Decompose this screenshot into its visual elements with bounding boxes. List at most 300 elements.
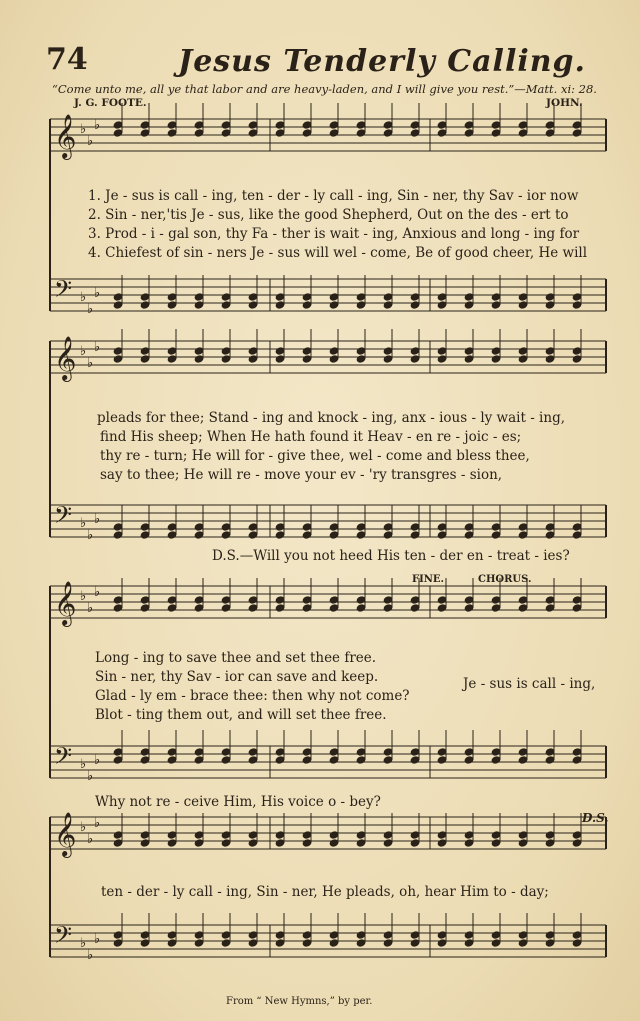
note-head <box>545 748 555 756</box>
note-head <box>383 604 393 612</box>
note-head <box>437 347 447 355</box>
note-head <box>248 301 258 309</box>
note-head <box>113 756 123 764</box>
note-head <box>383 756 393 764</box>
note-head <box>329 831 339 839</box>
note-head <box>194 596 204 604</box>
verse-2-line-3: Sin - ner, thy Sav - ior can save and keep. <box>95 669 379 685</box>
note-head <box>383 301 393 309</box>
note-head <box>221 301 231 309</box>
note-head <box>167 355 177 363</box>
author-credit: JOHN. <box>546 97 583 109</box>
note-head <box>464 748 474 756</box>
note-head <box>518 121 528 129</box>
note-head <box>410 756 420 764</box>
note-head <box>275 756 285 764</box>
note-head <box>518 293 528 301</box>
note-head <box>356 129 366 137</box>
note-head <box>113 523 123 531</box>
note-head <box>410 748 420 756</box>
verse-4-line-3: Blot - ting them out, and will set thee free. <box>95 707 387 723</box>
note-head <box>410 301 420 309</box>
note-head <box>464 129 474 137</box>
verse-1-line-1: 1. Je - sus is call - ing, ten - der - ly call - ing, Sin - ner, thy Sav - ior now <box>88 188 579 204</box>
note-head <box>194 531 204 539</box>
note-head <box>248 604 258 612</box>
treble-clef-icon: 𝄞 <box>54 336 77 380</box>
note-head <box>410 129 420 137</box>
note-head <box>356 523 366 531</box>
flat-icon: ♭ <box>87 832 94 847</box>
note-head <box>302 129 312 137</box>
note-head <box>518 531 528 539</box>
note-head <box>491 839 501 847</box>
note-head <box>437 839 447 847</box>
note-head <box>113 121 123 129</box>
note-head <box>464 531 474 539</box>
note-head <box>302 293 312 301</box>
note-head <box>194 301 204 309</box>
note-head <box>437 523 447 531</box>
note-head <box>572 121 582 129</box>
note-head <box>437 355 447 363</box>
note-head <box>383 939 393 947</box>
note-head <box>437 596 447 604</box>
note-head <box>302 939 312 947</box>
note-head <box>275 301 285 309</box>
note-head <box>545 121 555 129</box>
note-head <box>356 604 366 612</box>
note-head <box>518 301 528 309</box>
flat-icon: ♭ <box>94 512 101 527</box>
note-head <box>545 347 555 355</box>
note-head <box>221 839 231 847</box>
note-head <box>167 831 177 839</box>
flat-icon: ♭ <box>94 816 101 831</box>
note-head <box>491 531 501 539</box>
note-head <box>437 293 447 301</box>
flat-icon: ♭ <box>87 356 94 371</box>
note-head <box>248 748 258 756</box>
note-head <box>302 748 312 756</box>
note-head <box>356 931 366 939</box>
note-head <box>140 756 150 764</box>
note-head <box>194 756 204 764</box>
bass-refrain-text: Why not re - ceive Him, His voice o - bey? <box>95 794 381 810</box>
note-head <box>491 129 501 137</box>
ds-mark: D.S. <box>582 811 609 825</box>
note-head <box>437 604 447 612</box>
note-head <box>140 748 150 756</box>
note-head <box>194 347 204 355</box>
note-head <box>167 531 177 539</box>
note-head <box>545 756 555 764</box>
note-head <box>140 604 150 612</box>
note-head <box>410 604 420 612</box>
verse-4-line-2: say to thee; He will re - move your ev - 'ry transgres - sion, <box>100 467 503 483</box>
note-head <box>194 839 204 847</box>
note-head <box>248 355 258 363</box>
note-head <box>113 939 123 947</box>
note-head <box>545 931 555 939</box>
note-head <box>410 831 420 839</box>
note-head <box>518 931 528 939</box>
note-head <box>248 523 258 531</box>
note-head <box>275 604 285 612</box>
note-head <box>248 121 258 129</box>
note-head <box>572 604 582 612</box>
note-head <box>329 129 339 137</box>
note-head <box>572 129 582 137</box>
note-head <box>464 831 474 839</box>
note-head <box>518 604 528 612</box>
note-head <box>464 604 474 612</box>
note-head <box>329 931 339 939</box>
note-head <box>167 604 177 612</box>
note-head <box>248 347 258 355</box>
note-head <box>140 839 150 847</box>
note-head <box>248 939 258 947</box>
note-head <box>383 931 393 939</box>
flat-icon: ♭ <box>80 820 87 835</box>
note-head <box>221 293 231 301</box>
flat-icon: ♭ <box>94 932 101 947</box>
note-head <box>383 355 393 363</box>
composer-credit: J. G. FOOTE. <box>74 97 147 109</box>
note-head <box>113 531 123 539</box>
note-head <box>356 355 366 363</box>
note-head <box>437 301 447 309</box>
note-head <box>329 604 339 612</box>
note-head <box>464 839 474 847</box>
verse-3-line-3: Glad - ly em - brace thee: then why not come? <box>95 688 410 704</box>
note-head <box>140 129 150 137</box>
note-head <box>302 831 312 839</box>
ds-bass-text: D.S.—Will you not heed His ten - der en - treat - ies? <box>212 548 570 564</box>
note-head <box>356 939 366 947</box>
note-head <box>140 523 150 531</box>
note-head <box>140 531 150 539</box>
note-head <box>491 596 501 604</box>
note-head <box>275 531 285 539</box>
bass-clef-icon: 𝄢 <box>54 501 73 534</box>
note-head <box>545 523 555 531</box>
note-head <box>356 831 366 839</box>
note-head <box>383 121 393 129</box>
fine-mark: FINE. <box>412 574 445 585</box>
note-head <box>545 129 555 137</box>
note-head <box>275 129 285 137</box>
note-head <box>248 129 258 137</box>
note-head <box>302 596 312 604</box>
note-head <box>545 831 555 839</box>
note-head <box>437 939 447 947</box>
note-head <box>464 931 474 939</box>
note-head <box>113 293 123 301</box>
note-head <box>518 523 528 531</box>
note-head <box>167 121 177 129</box>
note-head <box>572 596 582 604</box>
flat-icon: ♭ <box>87 601 94 616</box>
note-head <box>572 301 582 309</box>
note-head <box>491 355 501 363</box>
note-head <box>221 355 231 363</box>
verse-2-line-2: find His sheep; When He hath found it Heav - en re - joic - es; <box>100 429 522 445</box>
note-head <box>356 756 366 764</box>
note-head <box>491 604 501 612</box>
note-head <box>167 129 177 137</box>
note-head <box>221 523 231 531</box>
note-head <box>437 121 447 129</box>
note-head <box>329 121 339 129</box>
note-head <box>113 831 123 839</box>
note-head <box>518 839 528 847</box>
note-head <box>572 293 582 301</box>
note-head <box>572 931 582 939</box>
note-head <box>356 531 366 539</box>
note-head <box>356 596 366 604</box>
note-head <box>410 939 420 947</box>
note-head <box>464 596 474 604</box>
note-head <box>545 531 555 539</box>
verse-2-line-1: 2. Sin - ner,'tis Je - sus, like the good Shepherd, Out on the des - ert to <box>88 207 569 223</box>
note-head <box>356 748 366 756</box>
note-head <box>545 355 555 363</box>
verse-3-line-1: 3. Prod - i - gal son, thy Fa - ther is wait - ing, Anxious and long - ing for <box>88 226 580 242</box>
note-head <box>113 604 123 612</box>
note-head <box>410 931 420 939</box>
note-head <box>518 939 528 947</box>
note-head <box>194 355 204 363</box>
note-head <box>356 293 366 301</box>
flat-icon: ♭ <box>94 753 101 768</box>
note-head <box>221 347 231 355</box>
note-head <box>383 839 393 847</box>
note-head <box>410 293 420 301</box>
note-head <box>221 748 231 756</box>
source-footer: From “ New Hymns,” by per. <box>226 996 373 1007</box>
chorus-text: Je - sus is call - ing, <box>463 676 596 692</box>
note-head <box>113 301 123 309</box>
note-head <box>167 931 177 939</box>
bass-clef-icon: 𝄢 <box>54 921 73 954</box>
note-head <box>140 939 150 947</box>
page-number: 74 <box>46 42 88 77</box>
note-head <box>437 748 447 756</box>
note-head <box>275 523 285 531</box>
note-head <box>275 931 285 939</box>
note-head <box>545 301 555 309</box>
note-head <box>194 931 204 939</box>
note-head <box>275 347 285 355</box>
note-head <box>437 531 447 539</box>
note-head <box>410 347 420 355</box>
verse-1-line-3: Long - ing to save thee and set thee free. <box>95 650 377 666</box>
treble-clef-icon: 𝄞 <box>54 114 77 158</box>
note-head <box>491 939 501 947</box>
treble-clef-icon: 𝄞 <box>54 812 77 856</box>
note-head <box>167 839 177 847</box>
note-head <box>221 596 231 604</box>
note-head <box>329 839 339 847</box>
chorus-line-2: ten - der - ly call - ing, Sin - ner, He pleads, oh, hear Him to - day; <box>101 884 549 900</box>
note-head <box>194 748 204 756</box>
note-head <box>383 831 393 839</box>
flat-icon: ♭ <box>80 589 87 604</box>
note-head <box>167 748 177 756</box>
flat-icon: ♭ <box>87 134 94 149</box>
note-head <box>248 531 258 539</box>
note-head <box>518 831 528 839</box>
flat-icon: ♭ <box>94 340 101 355</box>
note-head <box>302 121 312 129</box>
note-head <box>464 939 474 947</box>
note-head <box>140 301 150 309</box>
note-head <box>410 531 420 539</box>
note-head <box>113 931 123 939</box>
note-head <box>383 531 393 539</box>
bass-clef-icon: 𝄢 <box>54 275 73 308</box>
note-head <box>410 355 420 363</box>
note-head <box>383 596 393 604</box>
note-head <box>275 748 285 756</box>
note-head <box>194 831 204 839</box>
note-head <box>167 596 177 604</box>
note-head <box>302 347 312 355</box>
note-head <box>464 121 474 129</box>
note-head <box>491 831 501 839</box>
note-head <box>248 756 258 764</box>
note-head <box>491 523 501 531</box>
flat-icon: ♭ <box>87 948 94 963</box>
note-head <box>491 293 501 301</box>
note-head <box>140 831 150 839</box>
flat-icon: ♭ <box>94 118 101 133</box>
note-head <box>545 596 555 604</box>
note-head <box>464 301 474 309</box>
note-head <box>491 748 501 756</box>
flat-icon: ♭ <box>87 302 94 317</box>
note-head <box>464 355 474 363</box>
note-head <box>140 355 150 363</box>
note-head <box>194 939 204 947</box>
note-head <box>194 523 204 531</box>
note-head <box>221 129 231 137</box>
note-head <box>221 756 231 764</box>
note-head <box>194 604 204 612</box>
flat-icon: ♭ <box>80 757 87 772</box>
note-head <box>491 756 501 764</box>
note-head <box>329 293 339 301</box>
verse-3-line-2: thy re - turn; He will for - give thee, wel - come and bless thee, <box>100 448 530 464</box>
bass-clef-icon: 𝄢 <box>54 742 73 775</box>
note-head <box>329 596 339 604</box>
note-head <box>518 596 528 604</box>
flat-icon: ♭ <box>80 290 87 305</box>
note-head <box>140 121 150 129</box>
note-head <box>194 121 204 129</box>
flat-icon: ♭ <box>94 286 101 301</box>
note-head <box>302 756 312 764</box>
note-head <box>329 523 339 531</box>
note-head <box>275 831 285 839</box>
note-head <box>140 596 150 604</box>
flat-icon: ♭ <box>87 528 94 543</box>
note-head <box>248 293 258 301</box>
note-head <box>464 756 474 764</box>
note-head <box>572 831 582 839</box>
note-head <box>275 293 285 301</box>
note-head <box>356 301 366 309</box>
note-head <box>194 129 204 137</box>
note-head <box>113 347 123 355</box>
note-head <box>572 523 582 531</box>
note-head <box>410 596 420 604</box>
note-head <box>329 939 339 947</box>
note-head <box>275 939 285 947</box>
note-head <box>572 347 582 355</box>
note-head <box>545 604 555 612</box>
note-head <box>464 347 474 355</box>
treble-clef-icon: 𝄞 <box>54 581 77 625</box>
note-head <box>518 129 528 137</box>
note-head <box>221 531 231 539</box>
note-head <box>113 129 123 137</box>
note-head <box>329 347 339 355</box>
note-head <box>572 748 582 756</box>
note-head <box>383 523 393 531</box>
note-head <box>167 293 177 301</box>
note-head <box>194 293 204 301</box>
note-head <box>113 748 123 756</box>
note-head <box>275 839 285 847</box>
note-head <box>518 355 528 363</box>
note-head <box>518 748 528 756</box>
note-head <box>572 839 582 847</box>
flat-icon: ♭ <box>94 585 101 600</box>
note-head <box>140 293 150 301</box>
note-head <box>356 347 366 355</box>
note-head <box>329 531 339 539</box>
note-head <box>221 121 231 129</box>
note-head <box>167 939 177 947</box>
note-head <box>275 121 285 129</box>
note-head <box>329 748 339 756</box>
note-head <box>167 523 177 531</box>
flat-icon: ♭ <box>87 769 94 784</box>
note-head <box>302 531 312 539</box>
note-head <box>410 839 420 847</box>
note-head <box>491 301 501 309</box>
scripture-epigraph: “Come unto me, all ye that labor and are heavy-laden, and I will give you rest.”—Matt. xi: 28. <box>52 82 597 96</box>
note-head <box>545 939 555 947</box>
verse-4-line-1: 4. Chiefest of sin - ners Je - sus will wel - come, Be of good cheer, He will <box>88 245 588 261</box>
note-head <box>356 839 366 847</box>
note-head <box>248 831 258 839</box>
note-head <box>302 839 312 847</box>
note-head <box>329 756 339 764</box>
note-head <box>275 355 285 363</box>
note-head <box>491 931 501 939</box>
note-head <box>545 839 555 847</box>
note-head <box>221 604 231 612</box>
note-head <box>302 301 312 309</box>
note-head <box>140 347 150 355</box>
flat-icon: ♭ <box>80 516 87 531</box>
flat-icon: ♭ <box>80 344 87 359</box>
note-head <box>464 523 474 531</box>
note-head <box>437 129 447 137</box>
